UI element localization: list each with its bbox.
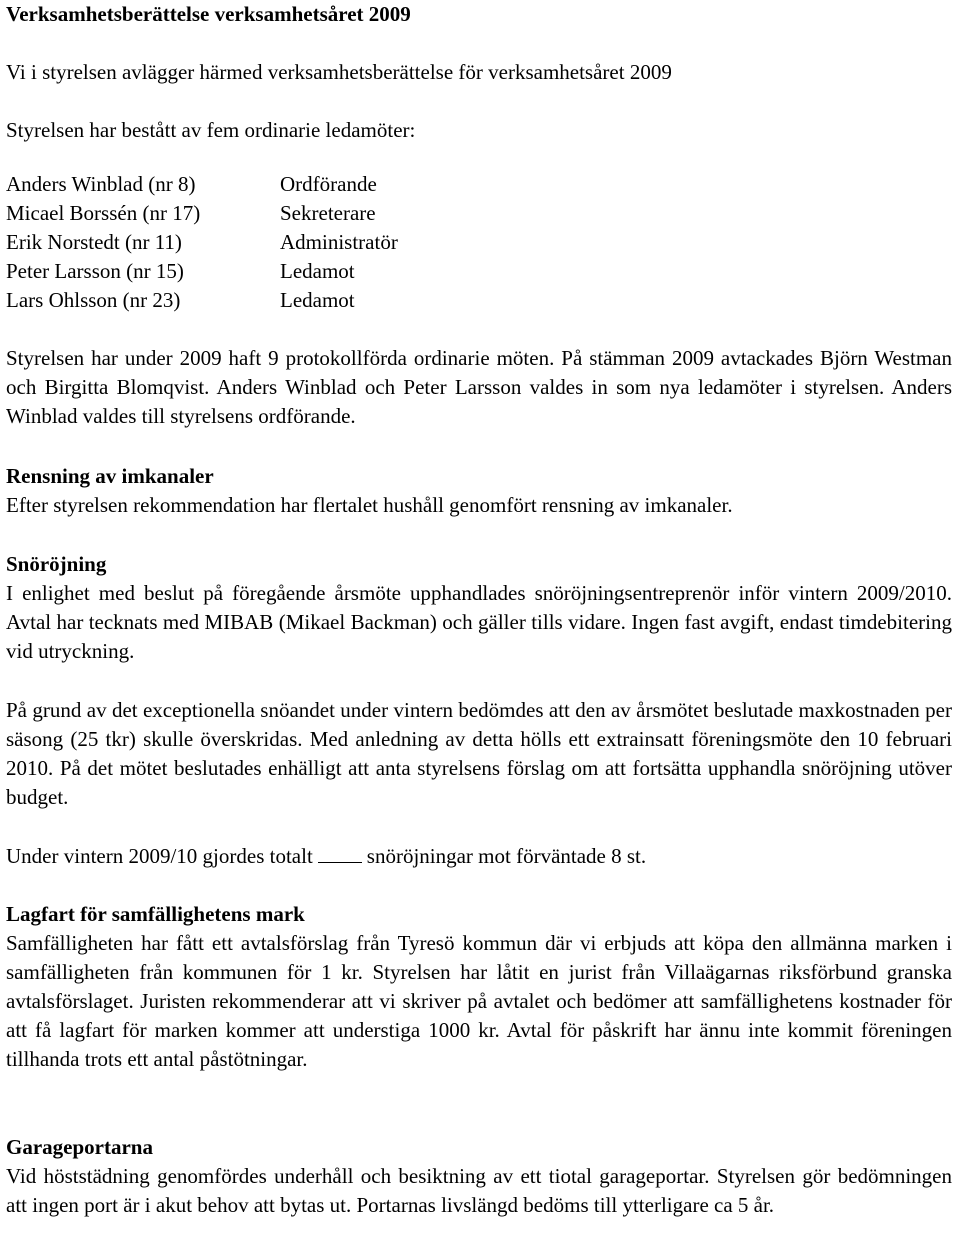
count-text-before: Under vintern 2009/10 gjordes totalt xyxy=(6,844,313,868)
board-member xyxy=(6,257,398,286)
section-text: Vid höststädning genomfördes underhåll och besiktning av ett tiotal garageportar. Styrelsen gör bedömningen att ingen port är i akut behov att bytas ut. Portarnas livslängd bedöms till ytterligare ca 5 år. xyxy=(6,1164,952,1217)
member-role: Ledamot xyxy=(280,288,355,312)
section-text: Efter styrelsen rekommendation har flertalet hushåll genomfört rensning av imkanaler. xyxy=(6,493,733,517)
section-text: I enlighet med beslut på föregående årsmöte upphandlades snöröjningsentreprenör inför vintern 2009/2010. Avtal har tecknats med MIBAB (Mikael Backman) och gäller tills vidare. Ingen fast avgift, endast timdebitering vid utryckning. xyxy=(6,581,952,663)
member-role: Sekreterare xyxy=(280,201,376,225)
blank-field xyxy=(318,844,362,863)
section-heading: Lagfart för samfällighetens mark xyxy=(6,902,305,926)
document-title: Verksamhetsberättelse verksamhetsåret 2009 xyxy=(6,2,411,26)
member-name: Lars Ohlsson (nr 23) xyxy=(6,288,181,312)
board-intro: Styrelsen har bestått av fem ordinarie ledamöter: xyxy=(6,118,416,142)
board-member xyxy=(6,228,398,257)
section-heading: Snöröjning xyxy=(6,552,107,576)
board-members-list xyxy=(6,170,398,315)
section-rensning xyxy=(6,462,952,520)
board-member xyxy=(6,286,398,315)
section-snorojning xyxy=(6,550,952,666)
member-name: Micael Borssén (nr 17) xyxy=(6,201,201,225)
member-role: Ordförande xyxy=(280,172,377,196)
board-member xyxy=(6,170,398,199)
member-role: Ledamot xyxy=(280,259,355,283)
member-name: Erik Norstedt (nr 11) xyxy=(6,230,182,254)
board-member xyxy=(6,199,398,228)
meetings-paragraph: Styrelsen har under 2009 haft 9 protokollförda ordinarie möten. På stämman 2009 avtackades Björn Westman och Birgitta Blomqvist. Anders Winblad och Peter Larsson valdes in som nya ledamöter i styrelsen. Anders Winblad valdes till styrelsens ordförande. xyxy=(6,346,952,428)
member-role: Administratör xyxy=(280,230,398,254)
member-name: Peter Larsson (nr 15) xyxy=(6,259,184,283)
section-text: Samfälligheten har fått ett avtalsförslag från Tyresö kommun där vi erbjuds att köpa den allmänna marken i samfälligheten från kommunen för 1 kr. Styrelsen har låtit en jurist från Villaägarnas riksförbund granska avtalsförslaget. Juristen rekommenderar att vi skriver på avtalet och bedömer att samfällighetens kostnader för att få lagfart för marken kommer att understiga 1000 kr. Avtal för påskrift har ännu inte kommit föreningen tillhanda trots ett antal påstötningar. xyxy=(6,931,952,1071)
intro-text: Vi i styrelsen avlägger härmed verksamhetsberättelse för verksamhetsåret 2009 xyxy=(6,60,672,84)
snorojning-count-paragraph xyxy=(6,842,952,871)
section-heading: Garageportarna xyxy=(6,1135,153,1159)
section-heading: Rensning av imkanaler xyxy=(6,464,214,488)
snorojning-budget-paragraph: På grund av det exceptionella snöandet under vintern bedömdes att den av årsmötet beslutade maxkostnaden per säsong (25 tkr) skulle överskridas. Med anledning av detta hölls ett extrainsatt föreningsmöte den 10 februari 2010. På det mötet beslutades enhälligt att anta styrelsens förslag om att fortsätta upphandla snöröjning utöver budget. xyxy=(6,698,952,809)
count-text-after: snöröjningar mot förväntade 8 st. xyxy=(366,844,647,868)
member-name: Anders Winblad (nr 8) xyxy=(6,172,196,196)
section-garage xyxy=(6,1133,952,1220)
section-lagfart xyxy=(6,900,952,1074)
